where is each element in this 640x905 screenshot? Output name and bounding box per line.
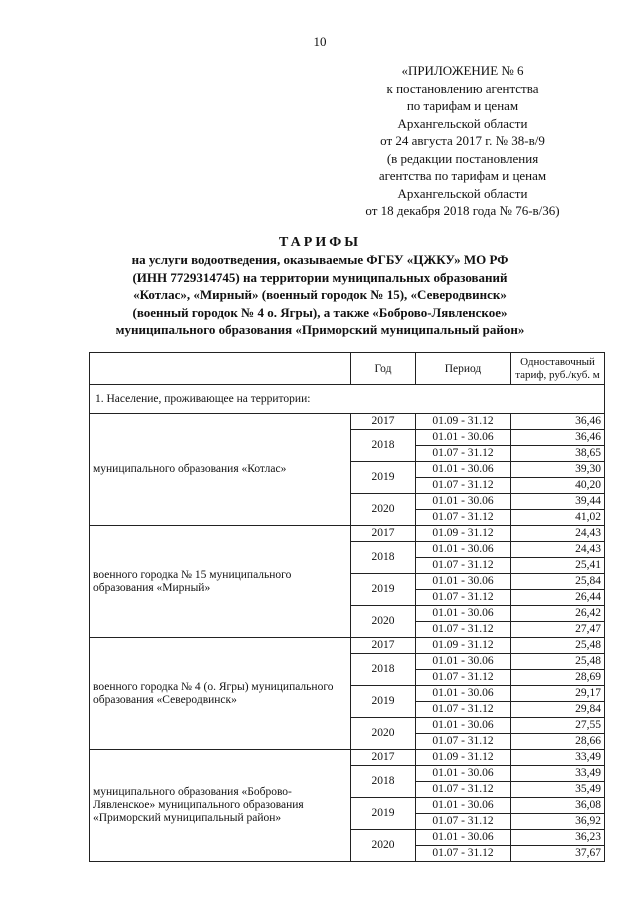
- header-tariff: Одноставочный тариф, руб./куб. м: [511, 353, 605, 385]
- header-period: Период: [416, 353, 511, 385]
- tariff-cell: 25,84: [511, 574, 605, 590]
- period-cell: 01.09 - 31.12: [416, 414, 511, 430]
- year-cell: 2017: [351, 526, 416, 542]
- tariff-cell: 38,65: [511, 446, 605, 462]
- period-cell: 01.01 - 30.06: [416, 654, 511, 670]
- tariff-cell: 36,92: [511, 814, 605, 830]
- period-cell: 01.07 - 31.12: [416, 510, 511, 526]
- tariff-cell: 29,84: [511, 702, 605, 718]
- area-name: муниципального образования «Боброво-Лявленское» муниципального образования «Приморский муниципальный район»: [90, 750, 351, 862]
- tariff-cell: 26,44: [511, 590, 605, 606]
- period-cell: 01.07 - 31.12: [416, 846, 511, 862]
- year-cell: 2017: [351, 414, 416, 430]
- tariff-cell: 33,49: [511, 750, 605, 766]
- year-cell: 2019: [351, 798, 416, 830]
- period-cell: 01.01 - 30.06: [416, 798, 511, 814]
- area-name: муниципального образования «Котлас»: [90, 414, 351, 526]
- year-cell: 2020: [351, 606, 416, 638]
- period-cell: 01.09 - 31.12: [416, 526, 511, 542]
- appendix-block: [330, 62, 595, 220]
- tariff-cell: 27,47: [511, 622, 605, 638]
- appendix-line: от 24 августа 2017 г. № 38-в/9: [380, 133, 545, 148]
- tariff-cell: 39,44: [511, 494, 605, 510]
- tariff-cell: 37,67: [511, 846, 605, 862]
- table-body: [90, 385, 605, 862]
- year-cell: 2020: [351, 718, 416, 750]
- appendix-line: Архангельской области: [397, 115, 528, 131]
- appendix-line: (в редакции постановления: [386, 150, 539, 166]
- tariff-cell: 36,46: [511, 430, 605, 446]
- year-cell: 2019: [351, 686, 416, 718]
- subtitle-line: (ИНН 7729314745) на территории муниципальных образований: [132, 269, 508, 285]
- subtitle-line: муниципального образования «Приморский муниципальный район»: [115, 322, 525, 337]
- area-name: военного городка № 4 (о. Ягры) муниципального образования «Северодвинск»: [90, 638, 351, 750]
- header-year: Год: [351, 353, 416, 385]
- section-row: [90, 385, 605, 414]
- tariff-cell: 29,17: [511, 686, 605, 702]
- tariff-cell: 25,41: [511, 558, 605, 574]
- tariff-table: [89, 352, 605, 862]
- tariff-cell: 39,30: [511, 462, 605, 478]
- period-cell: 01.01 - 30.06: [416, 494, 511, 510]
- period-cell: 01.01 - 30.06: [416, 718, 511, 734]
- document-title: ТАРИФЫ: [279, 235, 361, 250]
- period-cell: 01.01 - 30.06: [416, 462, 511, 478]
- period-cell: 01.01 - 30.06: [416, 574, 511, 590]
- page-number: 10: [313, 34, 327, 49]
- table-header-row: [90, 353, 605, 385]
- period-cell: 01.07 - 31.12: [416, 478, 511, 494]
- period-cell: 01.09 - 31.12: [416, 750, 511, 766]
- period-cell: 01.01 - 30.06: [416, 430, 511, 446]
- table-row: [90, 526, 605, 542]
- appendix-line: по тарифам и ценам: [406, 98, 519, 113]
- header-area: [90, 353, 351, 385]
- tariff-cell: 36,23: [511, 830, 605, 846]
- year-cell: 2018: [351, 542, 416, 574]
- tariff-cell: 25,48: [511, 654, 605, 670]
- appendix-line: к постановлению агентства: [386, 80, 539, 96]
- tariff-cell: 28,66: [511, 734, 605, 750]
- period-cell: 01.01 - 30.06: [416, 606, 511, 622]
- appendix-line: агентства по тарифам и ценам: [378, 168, 547, 183]
- tariff-cell: 36,08: [511, 798, 605, 814]
- document-subtitle: [0, 251, 640, 339]
- period-cell: 01.07 - 31.12: [416, 590, 511, 606]
- tariff-cell: 33,49: [511, 766, 605, 782]
- period-cell: 01.01 - 30.06: [416, 686, 511, 702]
- year-cell: 2017: [351, 638, 416, 654]
- year-cell: 2020: [351, 494, 416, 526]
- subtitle-line: на услуги водоотведения, оказываемые ФГБУ «ЦЖКУ» МО РФ: [131, 252, 509, 267]
- appendix-line: Архангельской области: [397, 185, 528, 201]
- period-cell: 01.07 - 31.12: [416, 734, 511, 750]
- period-cell: 01.07 - 31.12: [416, 814, 511, 830]
- tariff-cell: 36,46: [511, 414, 605, 430]
- subtitle-line: (военный городок № 4 о. Ягры), а также «Боброво-Лявленское»: [132, 304, 508, 320]
- table-row: [90, 414, 605, 430]
- year-cell: 2019: [351, 462, 416, 494]
- tariff-cell: 24,43: [511, 526, 605, 542]
- tariff-cell: 26,42: [511, 606, 605, 622]
- subtitle-line: «Котлас», «Мирный» (военный городок № 15), «Северодвинск»: [133, 287, 507, 302]
- tariff-cell: 35,49: [511, 782, 605, 798]
- year-cell: 2020: [351, 830, 416, 862]
- area-name: военного городка № 15 муниципального образования «Мирный»: [90, 526, 351, 638]
- year-cell: 2018: [351, 654, 416, 686]
- tariff-cell: 40,20: [511, 478, 605, 494]
- tariff-cell: 24,43: [511, 542, 605, 558]
- appendix-line: «ПРИЛОЖЕНИЕ № 6: [401, 63, 524, 78]
- tariff-cell: 25,48: [511, 638, 605, 654]
- period-cell: 01.07 - 31.12: [416, 558, 511, 574]
- period-cell: 01.07 - 31.12: [416, 446, 511, 462]
- period-cell: 01.01 - 30.06: [416, 830, 511, 846]
- tariff-cell: 28,69: [511, 670, 605, 686]
- section-title: 1. Население, проживающее на территории:: [90, 385, 605, 414]
- table-row: [90, 750, 605, 766]
- year-cell: 2019: [351, 574, 416, 606]
- period-cell: 01.01 - 30.06: [416, 542, 511, 558]
- period-cell: 01.07 - 31.12: [416, 622, 511, 638]
- tariff-cell: 27,55: [511, 718, 605, 734]
- period-cell: 01.07 - 31.12: [416, 670, 511, 686]
- year-cell: 2018: [351, 430, 416, 462]
- period-cell: 01.09 - 31.12: [416, 638, 511, 654]
- appendix-line: от 18 декабря 2018 года № 76-в/36): [365, 203, 560, 218]
- year-cell: 2017: [351, 750, 416, 766]
- period-cell: 01.01 - 30.06: [416, 766, 511, 782]
- period-cell: 01.07 - 31.12: [416, 782, 511, 798]
- period-cell: 01.07 - 31.12: [416, 702, 511, 718]
- year-cell: 2018: [351, 766, 416, 798]
- tariff-cell: 41,02: [511, 510, 605, 526]
- table-row: [90, 638, 605, 654]
